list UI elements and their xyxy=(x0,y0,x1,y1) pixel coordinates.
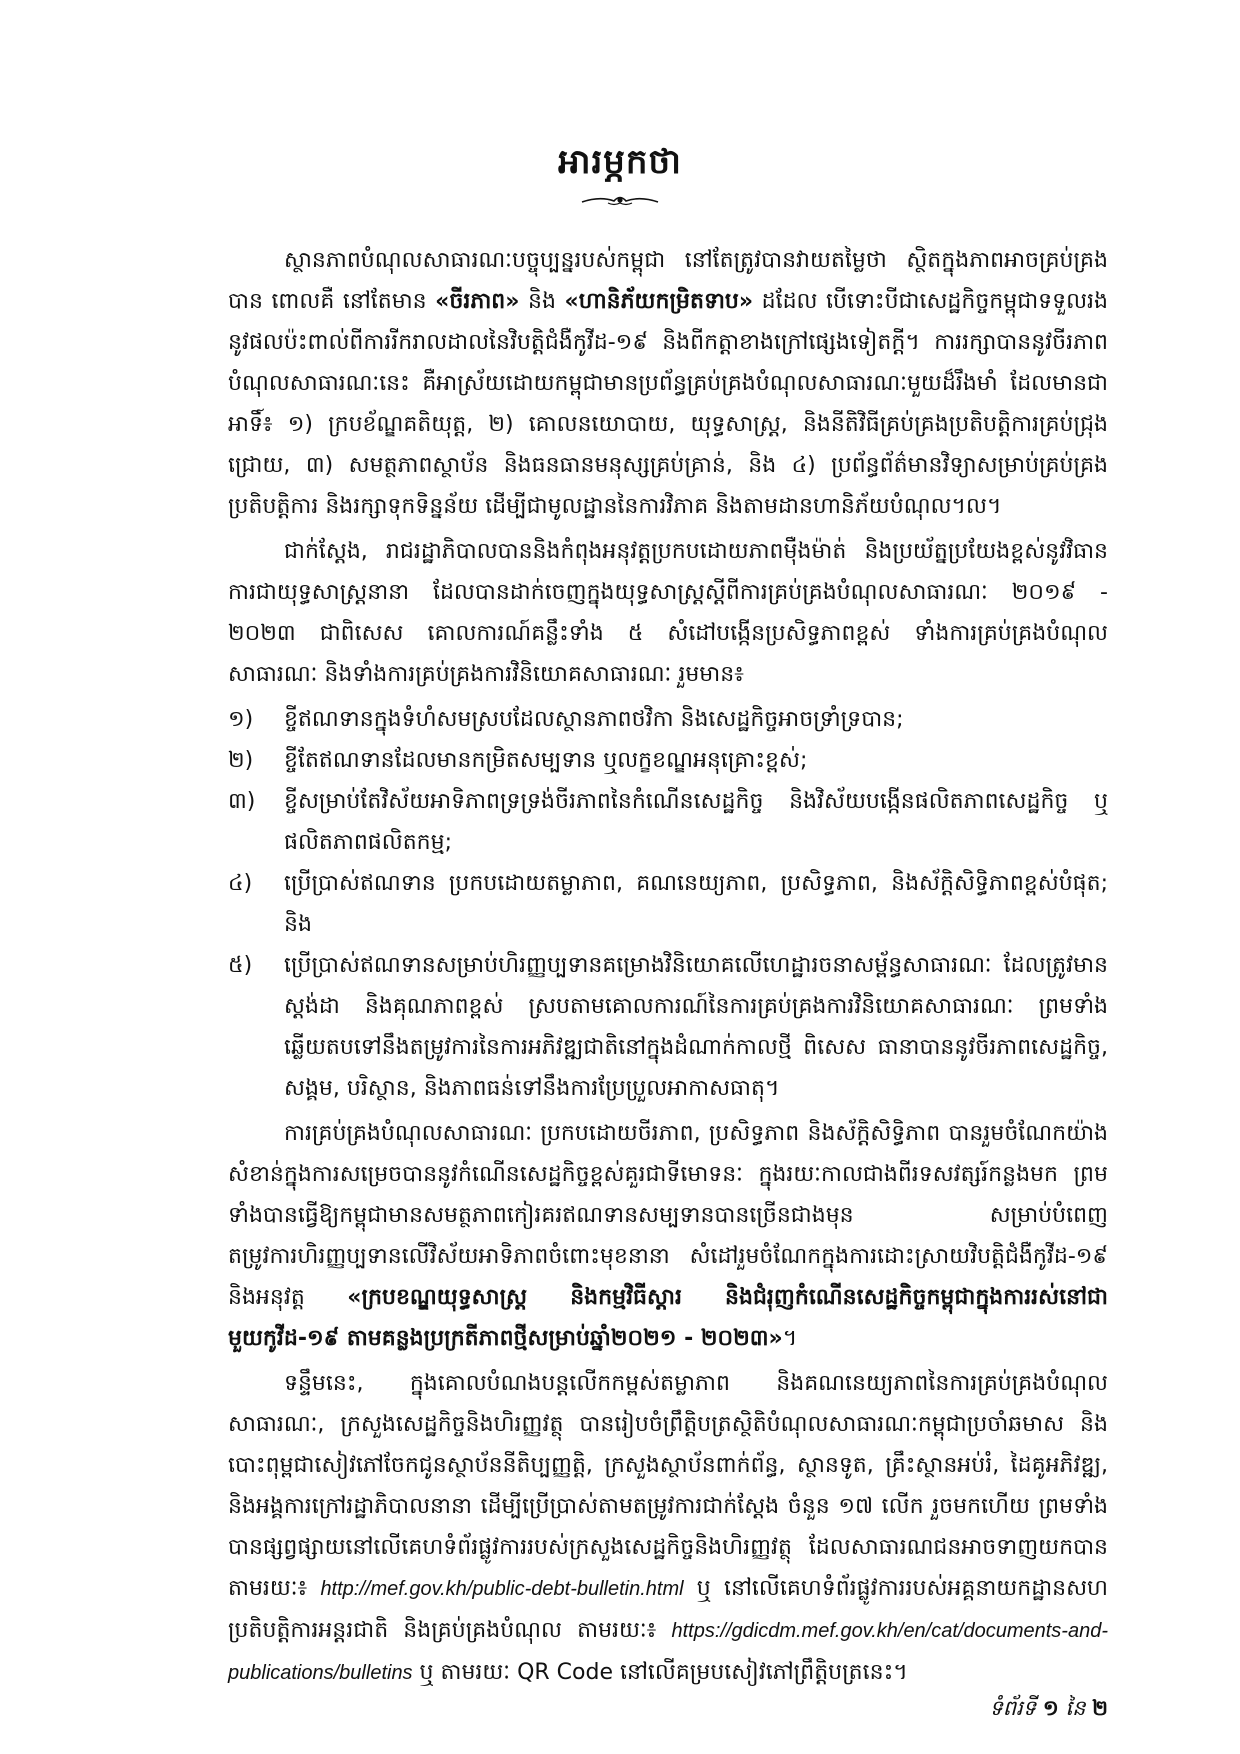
list-item xyxy=(228,863,1108,945)
list-item xyxy=(228,699,1108,740)
link-mef-bulletin[interactable]: http://mef.gov.kh/public-debt-bulletin.html xyxy=(320,1578,684,1600)
list-item-text: ប្រើប្រាស់ឥណទាន ប្រកបដោយតម្លាភាព, គណនេយ្យភាព, ប្រសិទ្ធភាព, និងស័ក្តិសិទ្ធិភាពខ្ពស់បំផុត; និង xyxy=(284,871,1108,937)
page-number xyxy=(989,1695,1108,1726)
list-item-text: ខ្ចីតែឥណទានដែលមានកម្រិតសម្បទាន ឬលក្ខខណ្ឌអនុគ្រោះខ្ពស់; xyxy=(284,748,808,773)
list-item xyxy=(228,740,1108,781)
page-number-total: ២ xyxy=(1092,1696,1108,1720)
list-item-text: ខ្ចីឥណទានក្នុងទំហំសមស្របដែលស្ថានភាពថវិកា និងសេដ្ឋកិច្ចអាចទ្រាំទ្របាន; xyxy=(284,707,904,732)
page-number-label: ទំព័រទី xyxy=(989,1696,1037,1720)
paragraph-text: ឬ នៅលើគេហទំព័រផ្លូវការរបស់អគ្គនាយកដ្ឋានសហប្រតិបត្តិការអន្តរជាតិ និងគ្រប់គ្រងបំណុល តាមរយៈ៖ xyxy=(228,1576,1109,1643)
paragraph-debt-management-results xyxy=(228,1113,1108,1359)
list-item-number: ២) xyxy=(228,748,254,773)
paragraph-debt-sustainability xyxy=(228,240,1108,527)
document-body xyxy=(228,240,1108,1698)
title-ornament-icon xyxy=(0,192,1240,212)
emphasis-strategic-framework: «ក្របខណ្ឌយុទ្ធសាស្ត្រ និងកម្មវិធីស្តារ និងជំរុញកំណើនសេដ្ឋកិច្ចកម្ពុជាក្នុងការរស់នៅជាមួយកូវីដ-១៩ តាមគន្លងប្រក្រតីភាពថ្មីសម្រាប់ឆ្នាំ២០២១ - ២០២៣» xyxy=(228,1285,1108,1351)
list-item-text: ខ្ចីសម្រាប់តែវិស័យអាទិភាពទ្រទ្រង់ចីរភាពនៃកំណើនសេដ្ឋកិច្ច និងវិស័យបង្កើនផលិតភាពសេដ្ឋកិច្ច ឬផលិតភាពផលិតកម្ម; xyxy=(284,789,1108,855)
page-number-of: នៃ xyxy=(1065,1696,1086,1720)
list-item-number: ៤) xyxy=(228,871,253,896)
list-item-number: ៥) xyxy=(228,953,253,978)
key-principles-list xyxy=(228,699,1108,1109)
emphasis-sustainability: «ចីរភាព» xyxy=(435,289,520,314)
list-item-number: ១) xyxy=(228,707,254,732)
paragraph-bulletin-publication xyxy=(228,1363,1108,1694)
paragraph-text: និង xyxy=(519,289,565,314)
emphasis-low-risk: «ហានិភ័យកម្រិតទាប» xyxy=(564,289,754,314)
list-item-number: ៣) xyxy=(228,789,256,814)
paragraph-text: ។ xyxy=(782,1326,798,1351)
link-gdicdm-bulletins[interactable]: https://gdicdm.mef.gov.kh/en/cat/documents-and-publications/bulletins xyxy=(228,1620,1108,1684)
paragraph-text: ឬ តាមរយៈ QR Code នៅលើគម្របសៀវភៅព្រឹត្តិបត្រនេះ។ xyxy=(412,1660,908,1685)
page-title: អារម្ភកថា xyxy=(558,142,682,182)
list-item xyxy=(228,781,1108,863)
paragraph-text: ទន្ទឹមនេះ, ក្នុងគោលបំណងបន្តលើកកម្ពស់តម្លាភាព និងគណនេយ្យភាពនៃការគ្រប់គ្រងបំណុលសាធារណៈ, ក្រសួងសេដ្ឋកិច្ចនិងហិរញ្ញវត្ថុ បានរៀបចំព្រឹត្តិបត្រស្ថិតិបំណុលសាធារណៈកម្ពុជាប្រចាំឆមាស និងបោះពុម្ពជាសៀវភៅចែកជូនស្ថាប័ននីតិប្បញ្ញត្តិ, ក្រសួងស្ថាប័នពាក់ព័ន្ធ, ស្ថានទូត, គ្រឹះស្ថានអប់រំ, ដៃគូអភិវឌ្ឍ, និងអង្គការក្រៅរដ្ឋាភិបាលនានា ដើម្បីប្រើប្រាស់តាមតម្រូវការជាក់ស្តែង ចំនួន ១៧ លើក រួចមកហើយ ព្រមទាំងបានផ្សព្វផ្សាយនៅលើគេហទំព័រផ្លូវការរបស់ក្រសួងសេដ្ឋកិច្ចនិងហិរញ្ញវត្ថុ ដែលសាធារណជនអាចទាញយកបានតាមរយៈ៖ xyxy=(228,1371,1108,1601)
paragraph-text: ស្ថានភាពបំណុលសាធារណៈបច្ចុប្បន្នរបស់កម្ពុជា នៅតែត្រូវបានវាយតម្លៃថា ស្ថិតក្នុងភាពអាចគ្រប់គ្រងបាន ពោលគឺ នៅតែមាន xyxy=(228,248,1108,314)
page-number-current: ១ xyxy=(1042,1696,1059,1720)
list-item xyxy=(228,945,1108,1109)
list-item-text: ប្រើប្រាស់ឥណទានសម្រាប់ហិរញ្ញប្បទានគម្រោងវិនិយោគលើហេដ្ឋារចនាសម្ព័ន្ធសាធារណៈ ដែលត្រូវមានស្តង់ដា និងគុណភាពខ្ពស់ ស្របតាមគោលការណ៍នៃការគ្រប់គ្រងការវិនិយោគសាធារណៈ ព្រមទាំងឆ្លើយតបទៅនឹងតម្រូវការនៃការអភិវឌ្ឍជាតិនៅក្នុងដំណាក់កាលថ្មី ពិសេស ធានាបាននូវចីរភាពសេដ្ឋកិច្ច, សង្គម, បរិស្ថាន, និងភាពធន់ទៅនឹងការប្រែប្រួលអាកាសធាតុ។ xyxy=(284,953,1108,1101)
paragraph-text: ការគ្រប់គ្រងបំណុលសាធារណៈ ប្រកបដោយចីរភាព, ប្រសិទ្ធភាព និងស័ក្តិសិទ្ធិភាព បានរួមចំណែកយ៉ាងសំខាន់ក្នុងការសម្រេចបាននូវកំណើនសេដ្ឋកិច្ចខ្ពស់គួរជាទីមោទនៈ ក្នុងរយៈកាលជាងពីរទសវត្សរ៍កន្លងមក ព្រមទាំងបានធ្វើឱ្យកម្ពុជាមានសមត្ថភាពកៀរគរឥណទានសម្បទានបានច្រើនជាងមុន សម្រាប់បំពេញតម្រូវការហិរញ្ញប្បទានលើវិស័យអាទិភាពចំពោះមុខនានា សំដៅរួមចំណែកក្នុងការដោះស្រាយវិបត្តិជំងឺកូវីដ-១៩ និងអនុវត្ត xyxy=(228,1121,1108,1310)
paragraph-government-measures: ជាក់ស្តែង, រាជរដ្ឋាភិបាលបាននិងកំពុងអនុវត្តប្រកបដោយភាពម៉ឺងម៉ាត់ និងប្រយ័ត្នប្រយែងខ្ពស់នូវវិធានការជាយុទ្ធសាស្ត្រនានា ដែលបានដាក់ចេញក្នុងយុទ្ធសាស្ត្រស្តីពីការគ្រប់គ្រងបំណុលសាធារណៈ ២០១៩ - ២០២៣ ជាពិសេស គោលការណ៍គន្លឹះទាំង ៥ សំដៅបង្កើនប្រសិទ្ធភាពខ្ពស់ ទាំងការគ្រប់គ្រងបំណុលសាធារណៈ និងទាំងការគ្រប់គ្រងការវិនិយោគសាធារណៈ រួមមាន៖ xyxy=(228,539,1108,687)
paragraph-text: ដដែល បើទោះបីជាសេដ្ឋកិច្ចកម្ពុជាទទួលរងនូវផលប៉ះពាល់ពីការរីករាលដាលនៃវិបត្តិជំងឺកូវីដ-១៩ និងពីកត្តាខាងក្រៅផ្សេងទៀតក្តី។ ការរក្សាបាននូវចីរភាពបំណុលសាធារណៈនេះ គឺអាស្រ័យដោយកម្ពុជាមានប្រព័ន្ធគ្រប់គ្រងបំណុលសាធារណៈមួយដ៏រឹងមាំ ដែលមានជាអាទិ៍៖ ១) ក្របខ័ណ្ឌគតិយុត្ត, ២) គោលនយោបាយ, យុទ្ធសាស្ត្រ, និងនីតិវិធីគ្រប់គ្រងប្រតិបត្តិការគ្រប់ជ្រុងជ្រោយ, ៣) សមត្ថភាពស្ថាប័ន និងធនធានមនុស្សគ្រប់គ្រាន់, និង ៤) ប្រព័ន្ធព័ត៌មានវិទ្យាសម្រាប់គ្រប់គ្រងប្រតិបត្តិការ និងរក្សាទុកទិន្នន័យ ដើម្បីជាមូលដ្ឋាននៃការវិភាគ និងតាមដានហានិភ័យបំណុល។ល។ xyxy=(228,289,1108,519)
